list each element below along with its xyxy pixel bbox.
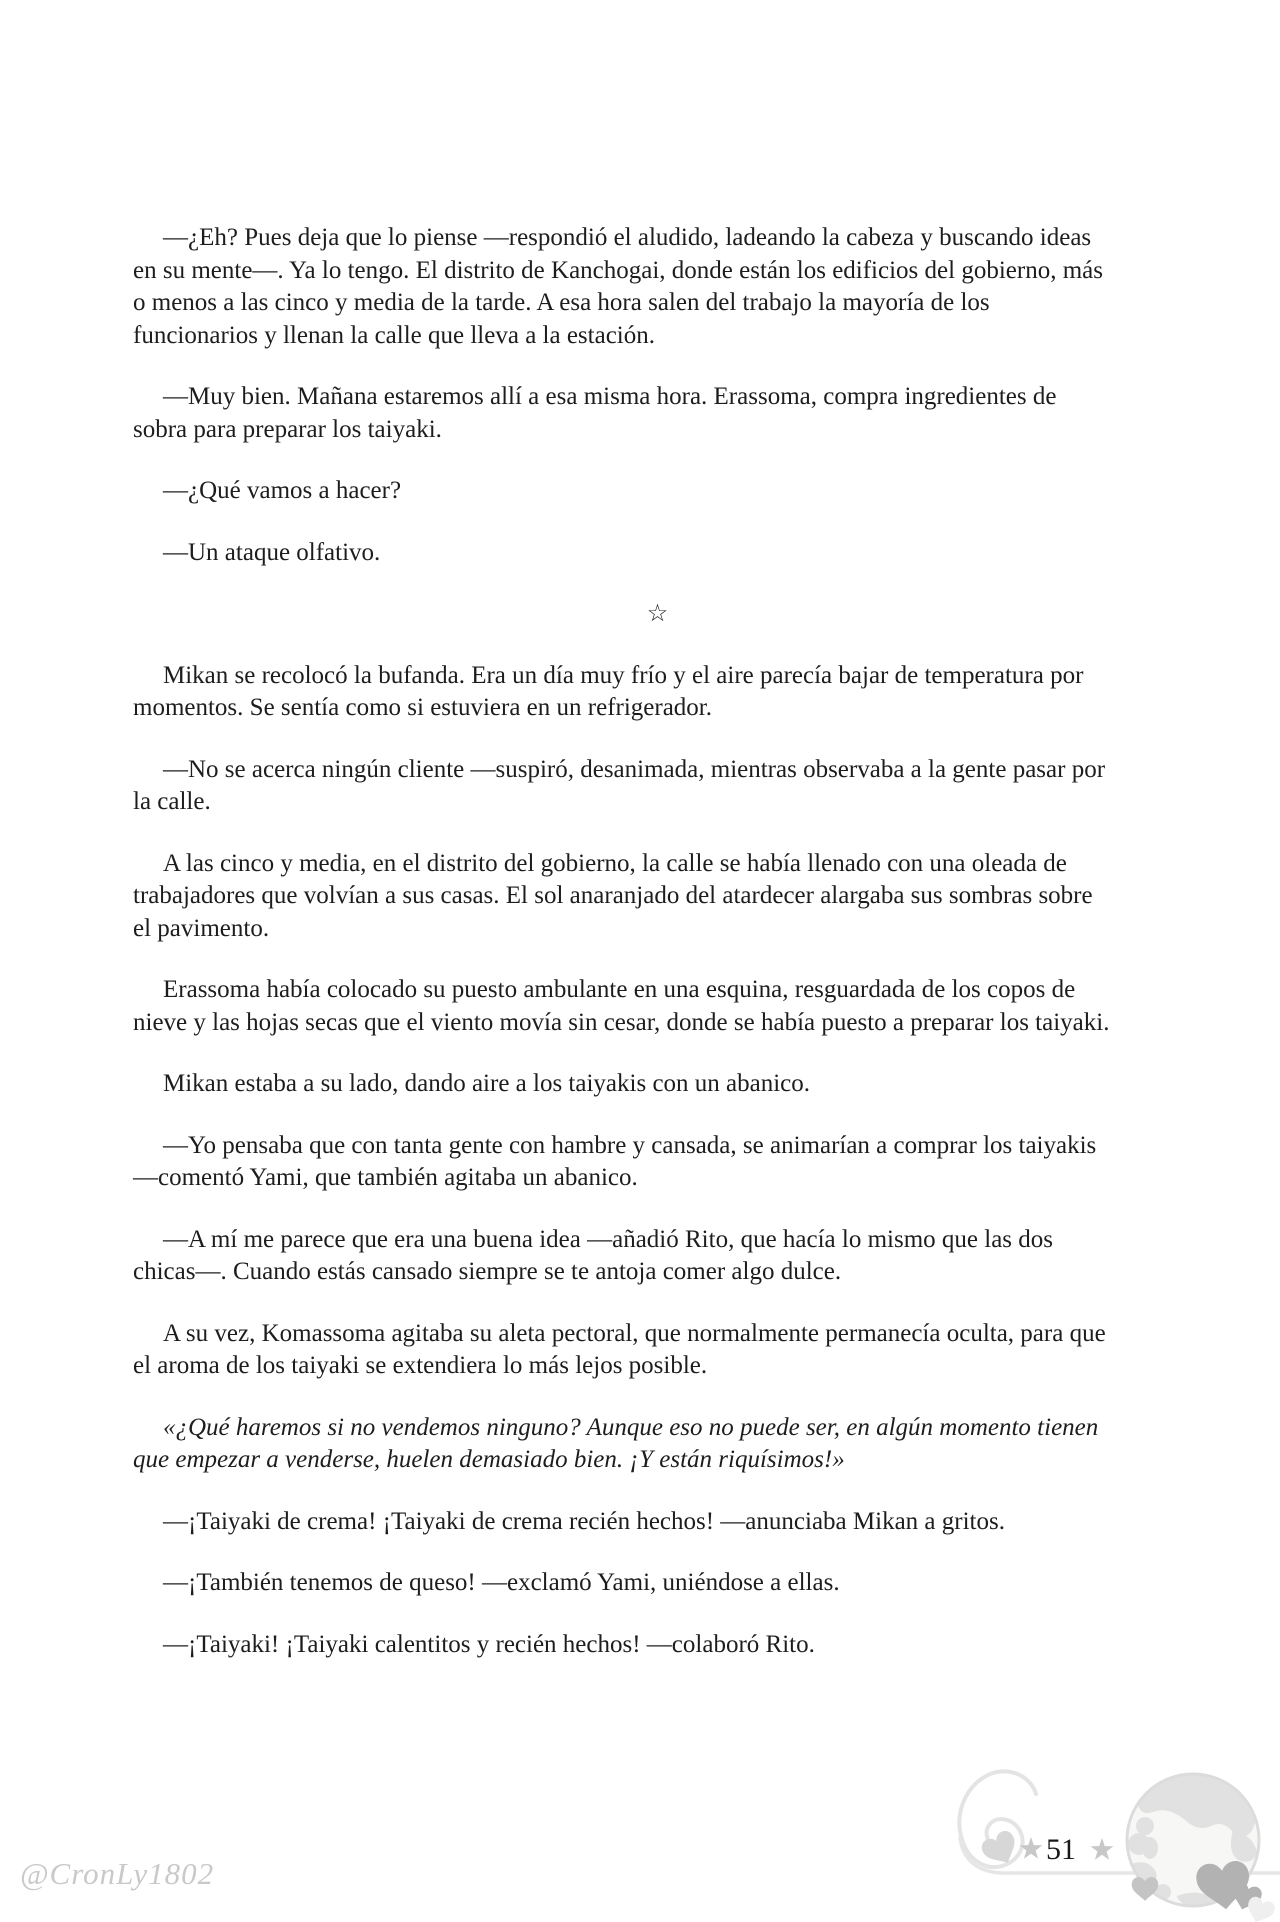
watermark: @CronLy1802 bbox=[20, 1856, 215, 1891]
text-column bbox=[133, 222, 1112, 1690]
paragraph: —¿Qué vamos a hacer? bbox=[163, 477, 402, 504]
paragraph: —No se acerca ningún cliente —suspiró, desanimada, mientras observaba a la gente pasar por la calle. bbox=[133, 755, 1106, 815]
paragraph: Mikan se recolocó la bufanda. Era un día muy frío y el aire parecía bajar de temperatura por momentos. Se sentía como si estuviera en un refrigerador. bbox=[133, 661, 1084, 721]
paragraph: —Muy bien. Mañana estaremos allí a esa misma hora. Erassoma, compra ingredientes de sobra para preparar los taiyaki. bbox=[133, 383, 1057, 443]
paragraph: —Un ataque olfativo. bbox=[163, 538, 381, 566]
paragraph: —¿Eh? Pues deja que lo piense —respondió el aludido, ladeando la cabeza y buscando ideas en su mente—. Ya lo tengo. El distrito de Kanchogai, donde están los edificios del gobierno, más o menos a las cinco y media de la tarde. A esa hora salen del trabajo la mayoría de los funcionarios y llenan la calle que lleva a la estación. bbox=[133, 224, 1103, 349]
paragraph: Erassoma había colocado su puesto ambulante en una esquina, resguardada de los copos de nieve y las hojas secas que el viento movía sin cesar, donde se había puesto a preparar los taiyaki. bbox=[133, 976, 1110, 1036]
paragraph: A su vez, Komassoma agitaba su aleta pectoral, que normalmente permanecía oculta, para que el aroma de los taiyaki se extendiera lo más lejos posible. bbox=[133, 1319, 1106, 1379]
paragraph: —¡Taiyaki! ¡Taiyaki calentitos y recién hechos! —colaboró Rito. bbox=[163, 1630, 815, 1658]
paragraph: —¡Taiyaki de crema! ¡Taiyaki de crema recién hechos! —anunciaba Mikan a gritos. bbox=[163, 1507, 1005, 1535]
section-divider-star: ☆ bbox=[646, 601, 669, 627]
moon-icon bbox=[1127, 1774, 1277, 1922]
paragraph: A las cinco y media, en el distrito del gobierno, la calle se había llenado con una oleada de trabajadores que volvían a sus casas. El sol anaranjado del atardecer alargaba sus sombras sobre el pavimento. bbox=[133, 849, 1093, 942]
paragraph: «¿Qué haremos si no vendemos ninguno? Aunque eso no puede ser, en algún momento tienen que empezar a venderse, huelen demasiado bien. ¡Y están riquísimos!» bbox=[133, 1413, 1099, 1473]
page-number: 51 bbox=[1046, 1833, 1076, 1866]
paragraph: —Yo pensaba que con tanta gente con hambre y cansada, se animarían a comprar los taiyakis —comentó Yami, que también agitaba un abanico. bbox=[133, 1131, 1097, 1191]
paragraph: —A mí me parece que era una buena idea —añadió Rito, que hacía lo mismo que las dos chicas—. Cuando estás cansado siempre se te antoja comer algo dulce. bbox=[133, 1225, 1054, 1285]
star-icon-right bbox=[1091, 1838, 1114, 1860]
paragraph: Mikan estaba a su lado, dando aire a los taiyakis con un abanico. bbox=[163, 1070, 811, 1097]
paragraph: —¡También tenemos de queso! —exclamó Yami, uniéndose a ellas. bbox=[163, 1569, 840, 1596]
footer-decoration bbox=[950, 1760, 1280, 1922]
